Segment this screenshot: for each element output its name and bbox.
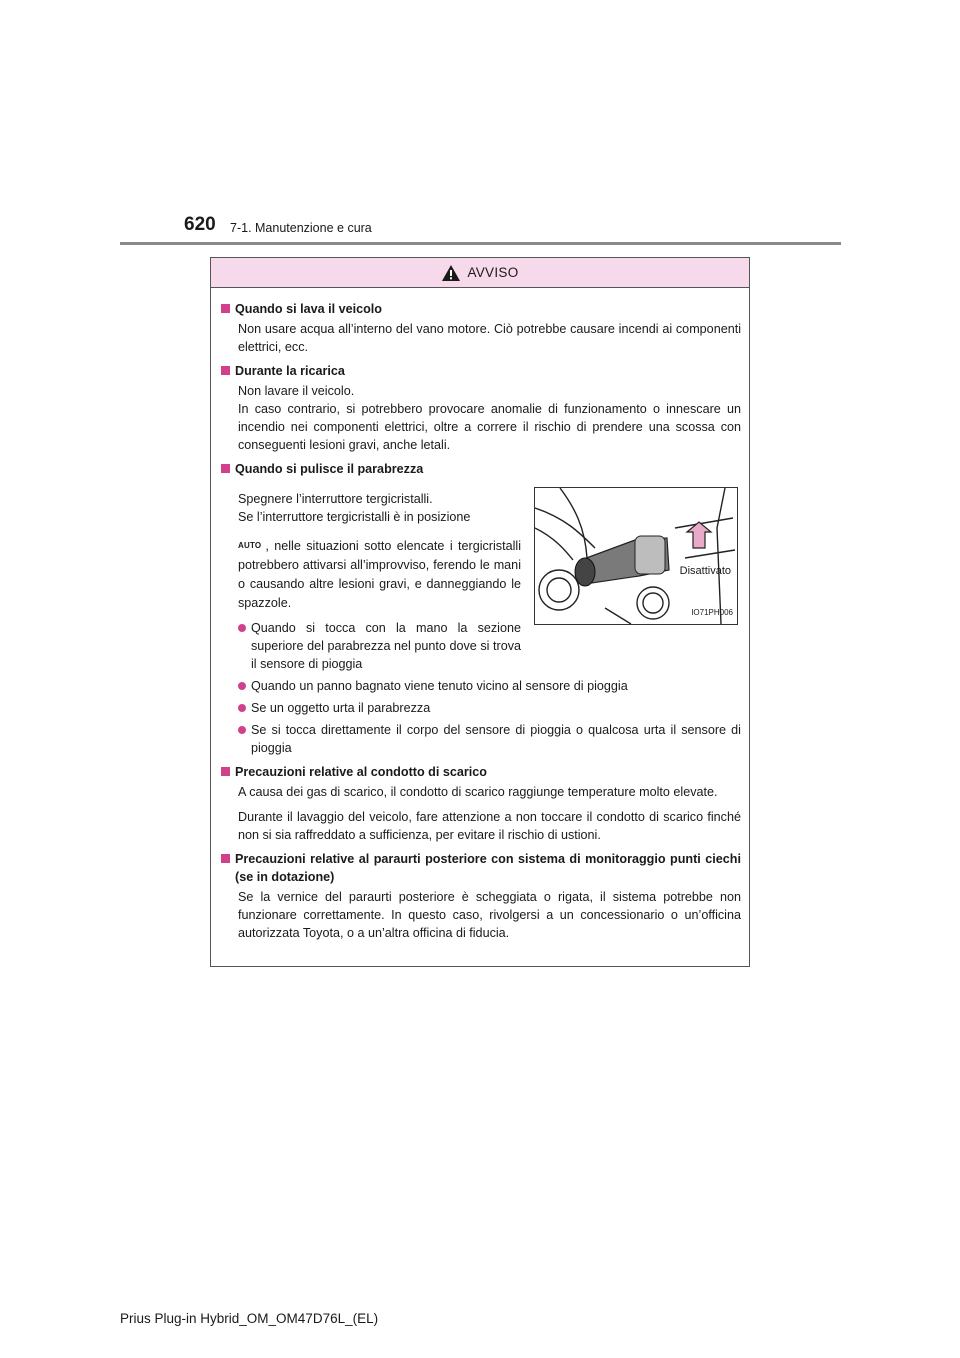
warning-title: AVVISO xyxy=(467,265,519,280)
list-item: Se si tocca direttamente il corpo del sensore di pioggia o qualcosa urta il sensore di pioggia xyxy=(238,721,741,757)
auto-icon: AUTO xyxy=(238,541,262,550)
list-item: Quando si tocca con la mano la sezione superiore del parabrezza nel punto dove si trova il sensore di pioggia xyxy=(238,619,521,673)
warning-content xyxy=(211,288,749,942)
square-bullet-icon xyxy=(221,854,230,863)
charging-line-1: Non lavare il veicolo. xyxy=(238,384,355,398)
section-heading-exhaust: Precauzioni relative al condotto di scarico xyxy=(219,763,741,781)
warning-header xyxy=(211,258,749,288)
round-bullet-icon xyxy=(238,624,246,632)
square-bullet-icon xyxy=(221,464,230,473)
warning-box xyxy=(210,257,750,967)
warning-triangle-icon xyxy=(441,264,461,282)
round-bullet-icon xyxy=(238,704,246,712)
footer-text: Prius Plug-in Hybrid_OM_OM47D76L_(EL) xyxy=(120,1311,379,1326)
exhaust-text-1: A causa dei gas di scarico, il condotto di scarico raggiunge temperature molto elevate. xyxy=(238,785,718,799)
square-bullet-icon xyxy=(221,366,230,375)
page-number: 620 xyxy=(184,214,216,235)
exhaust-text-2: Durante il lavaggio del veicolo, fare attenzione a non toccare il condotto di scarico finché non si sia raffreddato a sufficienza, per evitare il rischio di ustioni. xyxy=(238,810,741,842)
disabled-label: Disattivato xyxy=(679,565,731,577)
windshield-text: Spegnere l’interruttore tergicristalli. Se l’interruttore tergicristalli è in posizione AUTO , nelle situazioni sotto elencate i tergicristalli potrebbero attivarsi all’improvviso, ferendo le mani o causando altre lesioni gravi, e danneggiando le spazzole. Quando si tocca con la mano la sezione superiore del parabrezza nel punto dove si trova il sensore di pioggia xyxy=(238,492,521,671)
round-bullet-icon xyxy=(238,682,246,690)
section-heading-windshield: Quando si pulisce il parabrezza xyxy=(219,460,741,478)
bumper-text: Se la vernice del paraurti posteriore è scheggiata o rigata, il sistema potrebbe non funzionare correttamente. In questo caso, rivolgersi a un concessionario o un’officina autorizzata Toyota, o a un’altra officina di fiducia. xyxy=(238,890,741,940)
section-heading-charging: Durante la ricarica xyxy=(219,362,741,380)
wash-text: Non usare acqua all’interno del vano motore. Ciò potrebbe causare incendi ai componenti elettrici, ecc. xyxy=(238,322,741,354)
windshield-block xyxy=(219,484,741,673)
square-bullet-icon xyxy=(221,767,230,776)
charging-line-2: In caso contrario, si potrebbero provocare anomalie di funzionamento o innescare un incendio nei componenti elettrici, oltre a correre il rischio di prendere una scossa con conseguenti lesioni gravi, anche letali. xyxy=(238,402,741,452)
header-rule xyxy=(120,242,841,245)
section-title: 7-1. Manutenzione e cura xyxy=(230,221,372,235)
wiper-switch-illustration xyxy=(534,487,738,625)
round-bullet-icon xyxy=(238,726,246,734)
square-bullet-icon xyxy=(221,304,230,313)
list-item: Quando un panno bagnato viene tenuto vicino al sensore di pioggia xyxy=(238,677,741,695)
section-heading-wash: Quando si lava il veicolo xyxy=(219,300,741,318)
image-code: IO71PH006 xyxy=(691,608,733,617)
section-heading-bumper: Precauzioni relative al paraurti posteriore con sistema di monitoraggio punti ciechi (se in dotazione) xyxy=(219,850,741,886)
list-item: Se un oggetto urta il parabrezza xyxy=(238,699,741,717)
